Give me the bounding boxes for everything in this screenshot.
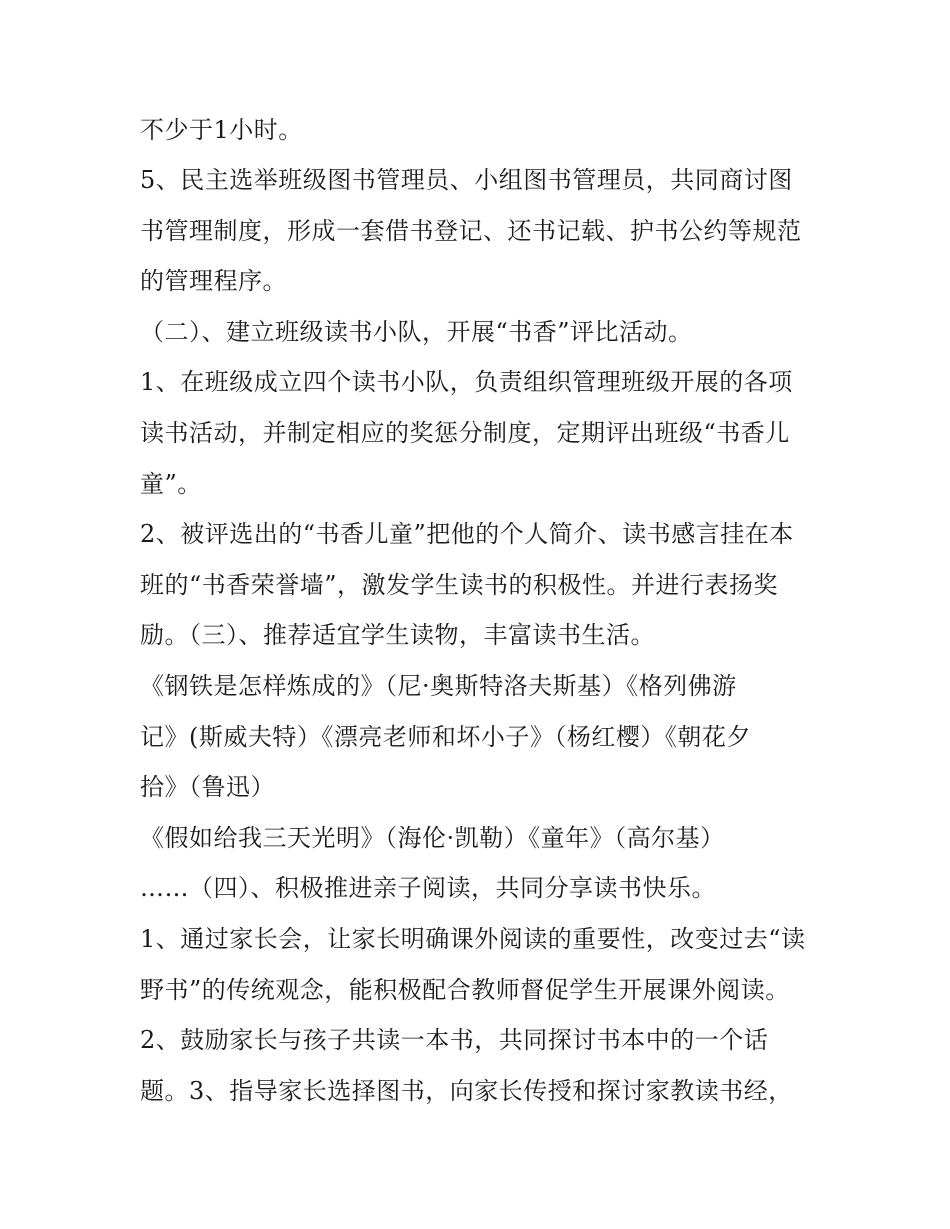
text-line: 不少于1小时。 (140, 116, 303, 144)
book-list-line: 记》(斯威夫特）《漂亮老师和坏小子》（杨红樱）《朝花夕 (140, 723, 751, 751)
text-line: 2、鼓励家长与孩子共读一本书，共同探讨书本中的一个话 (140, 1026, 769, 1054)
book-list-line: 《假如给我三天光明》（海伦·凯勒）《童年》（高尔基） (140, 824, 725, 852)
text-line: 题。3、指导家长选择图书，向家长传授和探讨家教读书经， (140, 1077, 793, 1105)
section-heading: ……（四）、积极推进亲子阅读，共同分享读书快乐。 (140, 874, 716, 902)
text-line: 班的“书香荣誉墙”，激发学生读书的积极性。并进行表扬奖 (140, 571, 779, 599)
text-line: 野书”的传统观念，能积极配合教师督促学生开展课外阅读。 (140, 976, 790, 1004)
text-line: 书管理制度，形成一套借书登记、还书记载、护书公约等规范 (140, 217, 802, 245)
text-line: 读书活动，并制定相应的奖惩分制度，定期评出班级“书香儿 (140, 419, 790, 447)
book-list-line: 《钢铁是怎样炼成的》（尼·奥斯特洛夫斯基）《格列佛游 (140, 672, 737, 700)
text-line: 的管理程序。 (140, 267, 287, 295)
book-list-line: 拾》（鲁迅） (140, 773, 275, 801)
text-line: 1、在班级成立四个读书小队，负责组织管理班级开展的各项 (140, 368, 793, 396)
text-line: 童”。 (140, 470, 202, 498)
text-line: 励。（三）、推荐适宜学生读物，丰富读书生活。 (140, 621, 655, 649)
text-line: 2、被评选出的“书香儿童”把他的个人简介、读书感言挂在本 (140, 520, 794, 548)
text-line: 1、通过家长会，让家长明确课外阅读的重要性，改变过去“读 (140, 925, 806, 953)
section-heading: （二）、建立班级读书小队，开展“书香”评比活动。 (140, 318, 693, 346)
text-line: 5、民主选举班级图书管理员、小组图书管理员，共同商讨图 (140, 166, 793, 194)
